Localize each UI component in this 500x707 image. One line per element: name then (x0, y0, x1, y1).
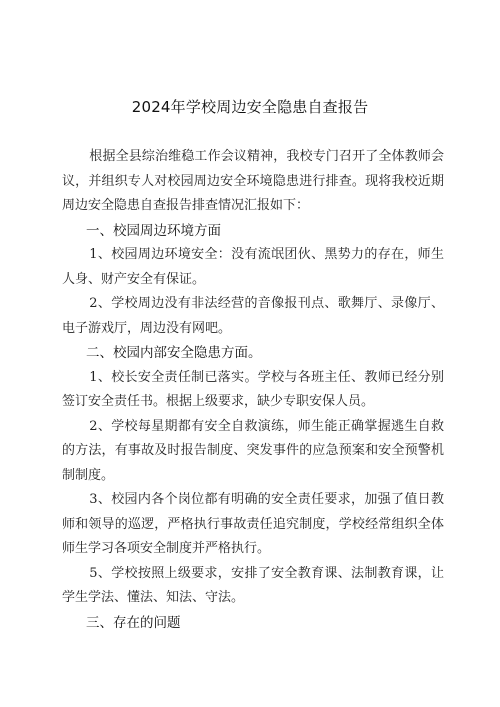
section2-item-2: 2、学校每星期都有安全自救演练，师生能正确掌握逃生自救的方法，有事故及时报告制度、突发事件的应急预案和安全预警机制制度。 (62, 418, 444, 483)
section-heading-3: 三、存在的问题 (86, 614, 181, 631)
section2-item-5: 5、学校按照上级要求，安排了安全教育课、法制教育课，让学生学法、懂法、知法、守法。 (62, 565, 444, 605)
section-heading-2: 二、校园内部安全隐患方面。 (86, 345, 262, 361)
section2-item-3: 3、校园内各个岗位都有明确的安全责任要求，加强了值日教师和领导的巡逻，严格执行事故责任追究制度，学校经常组织全体师生学习各项安全制度并严格执行。 (62, 492, 444, 556)
document-body (62, 145, 444, 635)
document-title: 2024年学校周边安全隐患自查报告 (131, 98, 369, 116)
intro-paragraph: 根据全县综治维稳工作会议精神，我校专门召开了全体教师会议，并组织专人对校园周边安全环境隐患进行排查。现将我校近期周边安全隐患自查报告排查情况汇报如下： (62, 149, 444, 213)
section1-item-2: 2、学校周边没有非法经营的音像报刊点、歌舞厅、录像厅、电子游戏厅，周边没有网吧。 (62, 296, 444, 336)
section2-item-1: 1、校长安全责任制已落实。学校与各班主任、教师已经分别签订安全责任书。根据上级要求，缺少专职安保人员。 (62, 369, 444, 409)
section-heading-1: 一、校园周边环境方面 (86, 222, 221, 239)
section1-item-1: 1、校园周边环境安全：没有流氓团伙、黑势力的存在，师生人身、财产安全有保证。 (62, 247, 444, 287)
